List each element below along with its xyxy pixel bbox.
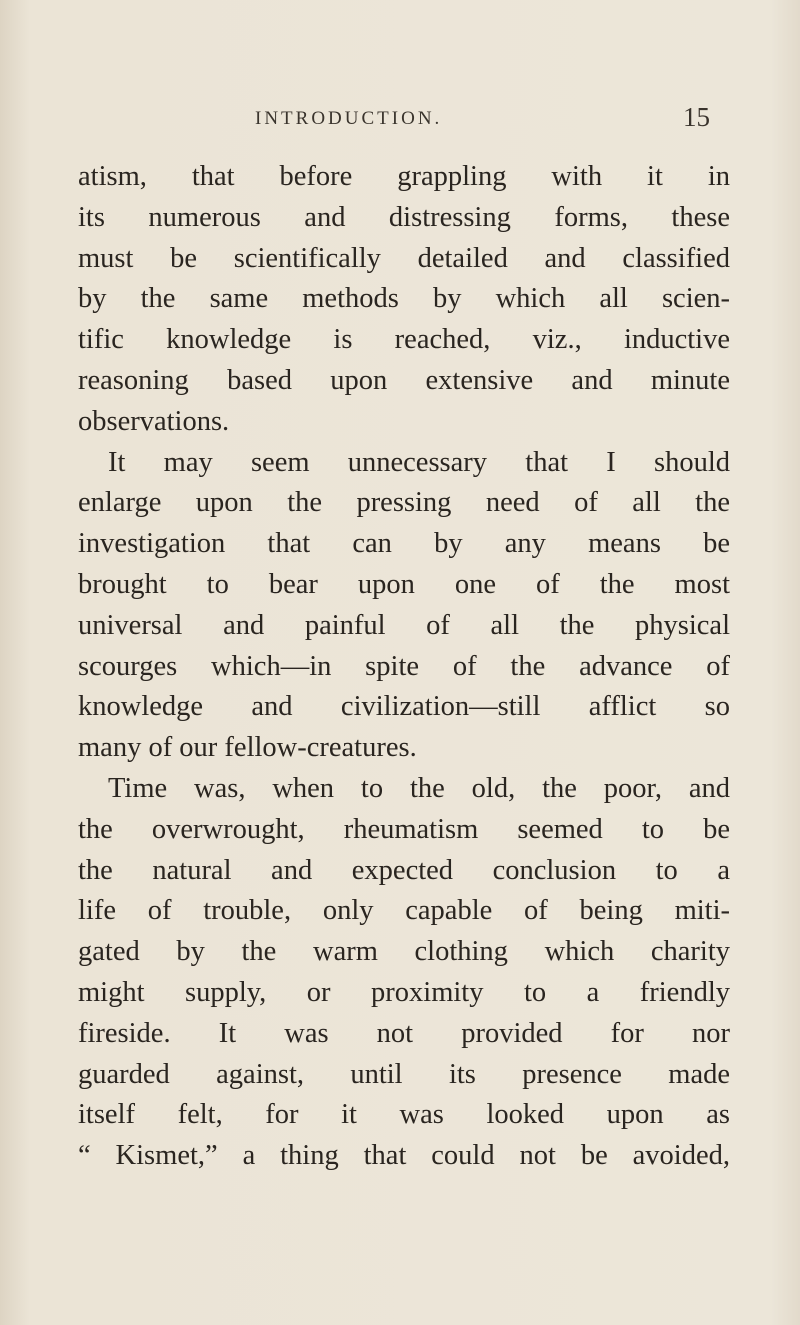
text-line: by the same methods by which all scien- <box>78 283 730 315</box>
text-line: life of trouble, only capable of being miti- <box>78 895 730 927</box>
text-line: Time was, when to the old, the poor, and <box>108 772 730 804</box>
text-line: must be scientifically detailed and classified <box>78 242 730 274</box>
text-line: the overwrought, rheumatism seemed to be <box>78 813 730 845</box>
text-line: observations. <box>78 405 230 437</box>
page-number: 15 <box>683 102 710 132</box>
text-line: might supply, or proximity to a friendly <box>78 976 730 1008</box>
text-line: fireside. It was not provided for nor <box>78 1017 730 1049</box>
text-line: its numerous and distressing forms, these <box>78 201 730 233</box>
text-line: universal and painful of all the physical <box>78 609 730 641</box>
text-line: scourges which—in spite of the advance of <box>78 650 730 682</box>
running-title: INTRODUCTION. <box>255 108 443 129</box>
text-line: guarded against, until its presence made <box>78 1058 730 1090</box>
text-line: many of our fellow-creatures. <box>78 732 417 764</box>
body-text <box>78 157 730 1177</box>
text-line: investigation that can by any means be <box>78 528 730 560</box>
text-line: It may seem unnecessary that I should <box>108 446 730 478</box>
text-line: reasoning based upon extensive and minute <box>78 364 730 396</box>
text-line: brought to bear upon one of the most <box>78 568 730 600</box>
text-line: “ Kismet,” a thing that could not be avoided, <box>78 1140 730 1172</box>
text-line: atism, that before grappling with it in <box>78 161 730 192</box>
text-line: the natural and expected conclusion to a <box>78 854 730 886</box>
text-line: tific knowledge is reached, viz., inductive <box>78 324 730 356</box>
text-line: knowledge and civilization—still afflict so <box>78 691 730 723</box>
text-line: gated by the warm clothing which charity <box>78 936 730 968</box>
running-head <box>0 80 800 132</box>
text-line: itself felt, for it was looked upon as <box>78 1099 730 1131</box>
text-line: enlarge upon the pressing need of all the <box>78 487 730 519</box>
